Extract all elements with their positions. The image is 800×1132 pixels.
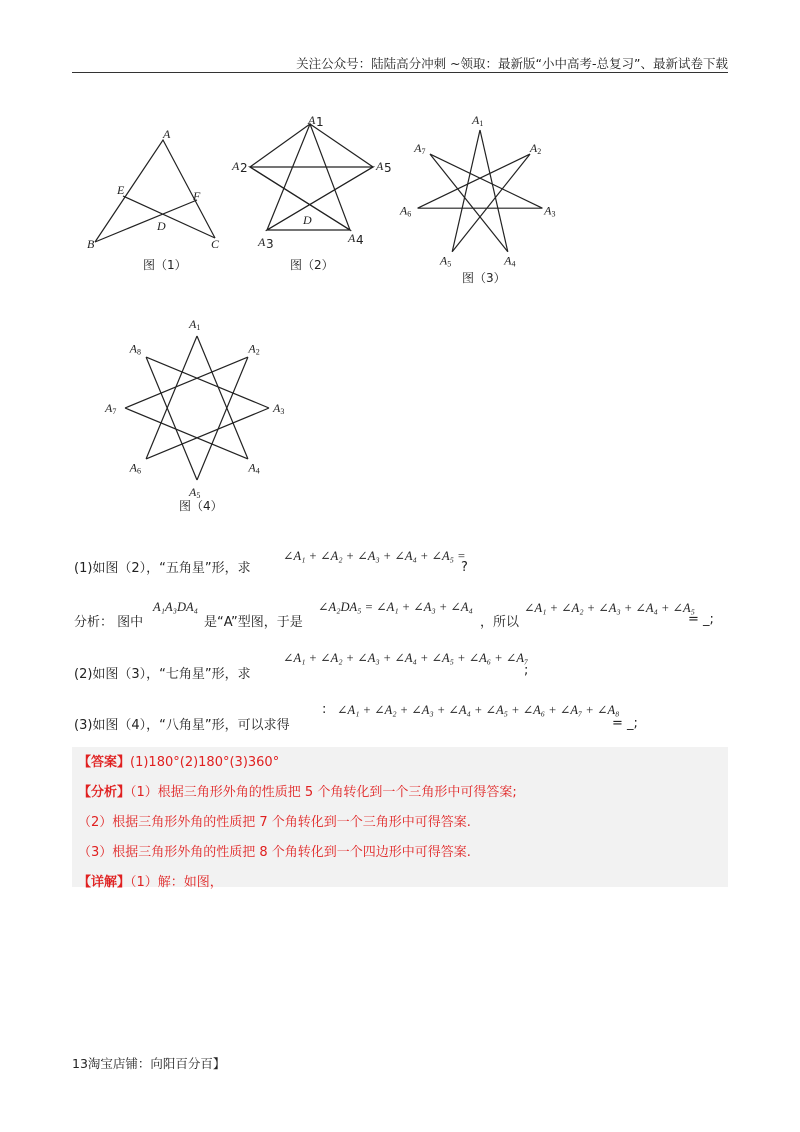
fig2-sub-3: 3 [266,237,274,251]
q3-formula: ∠A₁ + ∠A₂ + ∠A₃ + ∠A₄ + ∠A₅ + ∠A₆ + ∠A₇ + ∠A₈ [337,703,620,717]
fig2-sub-4: 4 [356,233,364,247]
fig4-label-a2: A2 [248,341,260,357]
fig3-label-a7: A7 [414,140,426,156]
figure-2 [230,112,400,277]
answer-value: (1)180°(2)180°(3)360° [130,755,280,770]
fig1-label-B: B [87,237,95,251]
fig1-caption: 图（1） [143,258,187,272]
fig4-label-a3: A3 [273,401,285,416]
answer-tag: 【答案】 [78,755,131,770]
analysis-mid: 是“A”型图，于是 [204,615,303,630]
fig3-edge [418,154,530,208]
analysis-line-1 [78,781,517,800]
detail-text: （1）解：如图， [130,875,223,890]
fig3-label-a5: A5 [439,253,452,269]
fig4-caption: 图（4） [179,499,223,513]
fig4-label-a4: A4 [248,460,260,476]
page-number: 13 [72,1056,88,1071]
detail-tag: 【详解】 [78,875,131,890]
q2-text: (2)如图（3），“七角星”形，求 [74,667,251,682]
fig2-label-A2: A [232,159,240,173]
figure-3 [399,113,560,290]
analysis-line-2: （2）根据三角形外角的性质把 7 个角转化到一个三角形中可得答案. [78,815,471,830]
fig4-label-a8: A8 [129,341,141,357]
q2-formula: ∠A₁ + ∠A₂ + ∠A₃ + ∠A₄ + ∠A₅ + ∠A₆ + ∠A₇ [283,651,529,665]
fig1-label-F: F [193,189,201,203]
fig3-label-a3: A3 [544,203,556,219]
fig1-label-C: C [211,237,220,251]
fig2-label-A1: A [308,113,316,127]
fig3-label-a1: A1 [472,113,484,128]
fig1-label-E: E [117,183,125,197]
fig2-label-A4: A [348,231,356,245]
q1-end: ? [461,560,468,575]
fig3-label-a4: A4 [504,253,516,269]
analysis-formula-2: ∠A₁ + ∠A₂ + ∠A₃ + ∠A₄ + ∠A₅ [524,601,696,615]
answer-line [78,751,279,770]
analysis-text-1: （1）根据三角形外角的性质把 5 个角转化到一个三角形中可得答案; [130,785,517,800]
q1-formula: ∠A₁ + ∠A₂ + ∠A₃ + ∠A₄ + ∠A₅ = [283,549,466,563]
analysis-prefix: 分析： 图中 [74,615,144,630]
fig2-sub-1: 1 [316,115,324,129]
analysis-tag: 【分析】 [78,785,131,800]
analysis-formula-1: ∠A₂DA₅ = ∠A₁ + ∠A₃ + ∠A₄ [318,600,473,614]
fig2-label-A5: A [376,159,384,173]
analysis-figure-name: A₁A₃DA₄ [153,600,198,614]
fig4-label-a5: A5 [189,485,201,500]
page-header: 关注公众号：陆陆高分冲刺 ~领取：最新版“小中高考-总复习”、最新试卷下载 [72,56,728,73]
fig2-label-A3: A [258,235,266,249]
figure-4 [105,317,285,520]
analysis-end: = _; [688,612,714,627]
answer-box [72,747,728,890]
fig2-caption: 图（2） [290,258,334,272]
q3-end: = _; [612,716,638,731]
figure-1 [85,128,235,278]
q2-end: ; [524,663,529,678]
fig3-caption: 图（3） [462,271,506,285]
q3-colon: : [322,702,327,717]
fig4-label-a1: A1 [189,317,201,332]
fig3-label-a6: A6 [399,203,412,219]
analysis-sep: ，所以 [480,615,520,630]
page-footer [72,1054,225,1072]
fig1-label-A: A [163,127,171,141]
fig1-line-E-C [123,196,215,238]
detail-line [78,871,223,890]
fig3-edge [430,154,542,208]
footer-shop: 淘宝店铺：向阳百分百】 [87,1056,226,1071]
q1-text: (1)如图（2），“五角星”形，求 [74,561,251,576]
fig1-label-D: D [157,219,166,233]
analysis-line-3: （3）根据三角形外角的性质把 8 个角转化到一个四边形中可得答案. [78,845,471,860]
fig2-sub-2: 2 [240,161,248,175]
q3-text: (3)如图（4），“八角星”形，可以求得 [74,718,290,733]
fig3-label-a2: A2 [529,140,542,156]
fig4-label-a6: A6 [129,460,141,476]
fig2-label-D: D [303,213,312,227]
fig4-label-a7: A7 [105,401,117,416]
fig2-sub-5: 5 [384,161,392,175]
